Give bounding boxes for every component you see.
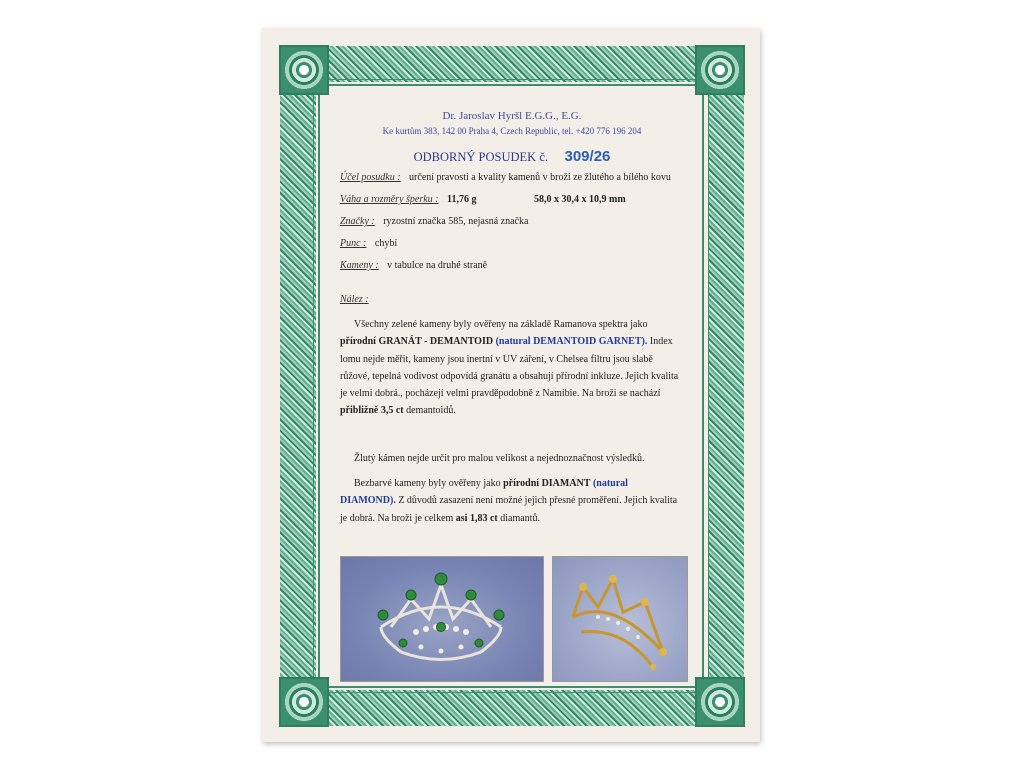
field-label: Účel posudku : bbox=[340, 172, 401, 183]
text-run: demantoidů. bbox=[403, 405, 456, 417]
weight-value: 11,76 g bbox=[447, 194, 477, 205]
field-label: Váha a rozměry šperku : bbox=[340, 194, 439, 205]
field-label: Značky : bbox=[340, 216, 375, 227]
brooch-photo-back bbox=[552, 556, 688, 682]
field-value: určení pravosti a kvality kamenů v broži ze žlutého a bílého kovu bbox=[409, 172, 671, 183]
issuer-name: Dr. Jaroslav Hyršl E.G.G., E.G. bbox=[442, 110, 582, 122]
corner-rosette-icon bbox=[279, 45, 329, 95]
certificate-title bbox=[340, 148, 684, 165]
title-text: ODBORNÝ POSUDEK č. bbox=[413, 150, 548, 164]
field-value: ryzostní značka 585, nejasná značka bbox=[383, 216, 529, 227]
corner-rosette-icon bbox=[695, 677, 745, 727]
text-run-blue: (natural DIAMOND). bbox=[340, 478, 628, 507]
corner-rosette-icon bbox=[279, 677, 329, 727]
certificate-number: 309/26 bbox=[564, 148, 611, 165]
field-label: Kameny : bbox=[340, 260, 379, 271]
text-run-bold: asi 1,83 ct bbox=[455, 512, 498, 524]
field-marks bbox=[340, 216, 528, 227]
findings-paragraph-2: Žlutý kámen nejde určit pro malou velikost a nejednoznačnost výsledků. bbox=[354, 453, 645, 464]
findings-paragraph-1 bbox=[340, 316, 684, 420]
dimensions-value: 58,0 x 30,4 x 10,9 mm bbox=[534, 194, 626, 205]
text-run: Bezbarvé kameny byly ověřeny jako bbox=[354, 478, 504, 489]
certificate-content bbox=[340, 110, 684, 670]
field-value: v tabulce na druhé straně bbox=[387, 260, 488, 271]
field-value: chybí bbox=[374, 238, 398, 249]
field-weight bbox=[340, 194, 476, 205]
brooch-photo-front bbox=[340, 556, 544, 682]
field-purpose bbox=[340, 172, 671, 183]
findings-label: Nález : bbox=[340, 294, 369, 305]
field-stones bbox=[340, 260, 487, 271]
text-run-bold: přírodní DIAMANT bbox=[503, 478, 591, 489]
findings-heading bbox=[340, 294, 375, 305]
text-run-bold: přírodní GRANÁT - DEMANTOID bbox=[340, 336, 494, 348]
text-run: diamantů. bbox=[497, 512, 540, 524]
text-run-bold: přibližně 3,5 ct bbox=[340, 405, 404, 417]
corner-rosette-icon bbox=[695, 45, 745, 95]
findings-paragraph-3 bbox=[340, 475, 684, 527]
text-run: Z důvodů zasazení není možné jejich přesné proměření. Jejich kvalita je dobrá. Na broži je celkem bbox=[340, 495, 678, 524]
issuer-address: Ke kurtům 383, 142 00 Praha 4, Czech Republic, tel. +420 776 196 204 bbox=[382, 126, 642, 136]
field-hallmark bbox=[340, 238, 397, 249]
text-run: Všechny zelené kameny byly ověřeny na základě Ramanova spektra jako bbox=[354, 319, 648, 330]
field-label: Punc : bbox=[340, 238, 367, 249]
certificate-sheet bbox=[262, 28, 760, 742]
text-run: Index lomu nejde měřit, kameny jsou inertní v UV záření, v Chelsea filtru jsou slabě růžové, tepelná vodivost odpovídá granátu a obsahují přírodní inkluze. Jejich kvalita je velmi dobrá., pocházejí velmi pravděpodobně z Namibie. Na broži se nachází bbox=[340, 336, 679, 400]
text-run-blue: (natural DEMANTOID GARNET). bbox=[495, 336, 648, 348]
